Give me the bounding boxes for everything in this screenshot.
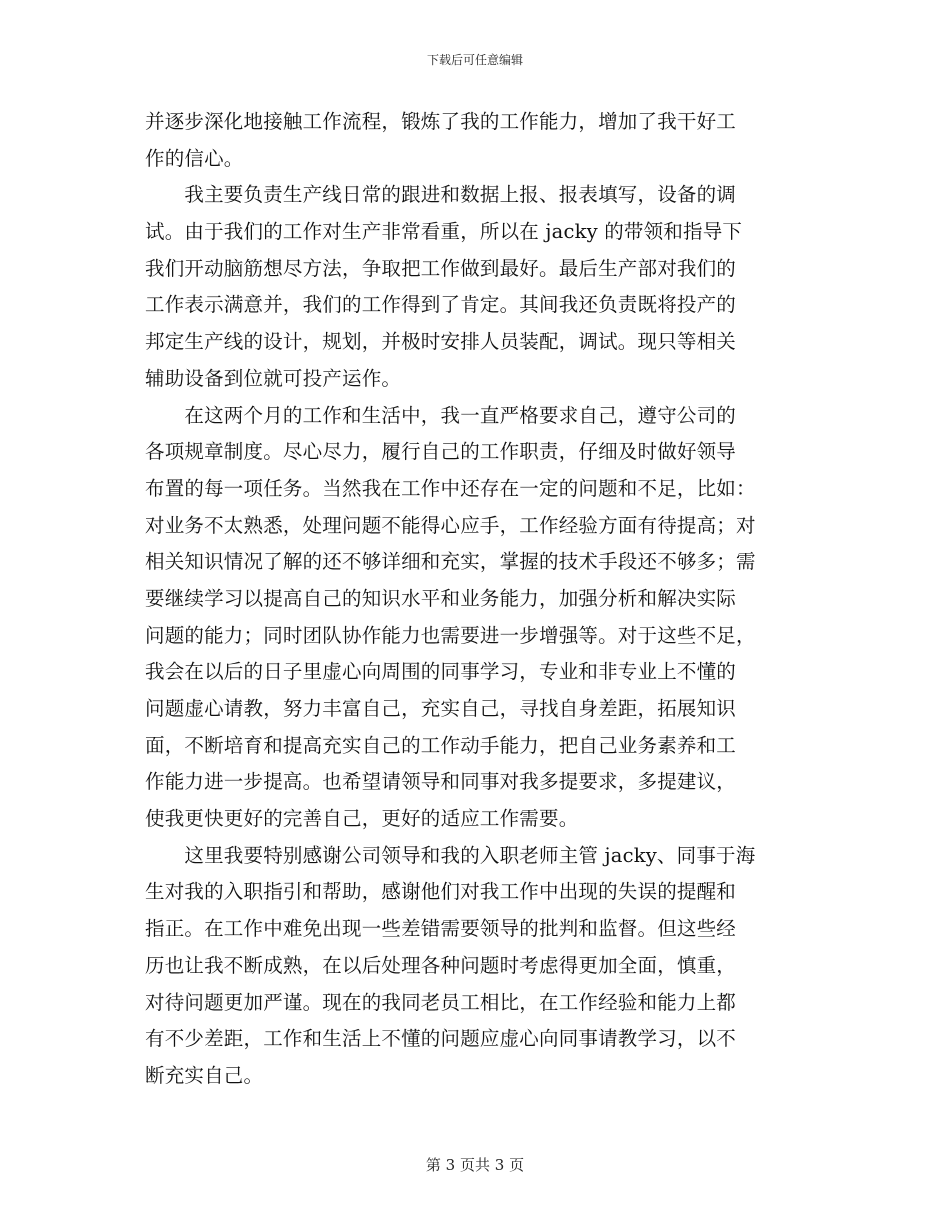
text-line: 我主要负责生产线日常的跟进和数据上报、报表填写，设备的调	[145, 183, 737, 207]
text-line: 邦定生产线的设计，规划，并极时安排人员装配，调试。现只等相关	[145, 330, 737, 354]
text-line: 对待问题更加严谨。现在的我同老员工相比，在工作经验和能力上都	[145, 990, 737, 1014]
text-line: 面，不断培育和提高充实自己的工作动手能力，把自己业务素养和工	[145, 733, 737, 757]
text-line: 历也让我不断成熟，在以后处理各种问题时考虑得更加全面，慎重，	[145, 953, 737, 977]
text-line: 相关知识情况了解的还不够详细和充实，掌握的技术手段还不够多；需	[145, 550, 756, 574]
text-line: 要继续学习以提高自己的知识水平和业务能力，加强分析和解决实际	[145, 586, 737, 610]
text-line: 有不少差距，工作和生活上不懂的问题应虚心向同事请教学习，以不	[145, 1027, 737, 1051]
page-number-footer: 第 3 页共 3 页	[425, 1156, 525, 1174]
text-line: 对业务不太熟悉，处理问题不能得心应手，工作经验方面有待提高；对	[145, 513, 756, 537]
text-line: 生对我的入职指引和帮助，感谢他们对我工作中出现的失误的提醒和	[145, 880, 737, 904]
text-line: 我们开动脑筋想尽方法，争取把工作做到最好。最后生产部对我们的	[145, 256, 737, 280]
text-line: 使我更快更好的完善自己，更好的适应工作需要。	[145, 807, 579, 831]
page-header: 下载后可任意编辑	[426, 53, 523, 67]
text-line: 布置的每一项任务。当然我在工作中还存在一定的问题和不足，比如：	[145, 476, 756, 500]
text-line: 各项规章制度。尽心尽力，履行自己的工作职责，仔细及时做好领导	[145, 440, 737, 464]
text-line: 这里我要特别感谢公司领导和我的入职老师主管 jacky、同事于海	[145, 843, 756, 867]
text-line: 辅助设备到位就可投产运作。	[145, 366, 402, 390]
text-line: 断充实自己。	[145, 1063, 264, 1087]
text-line: 作的信心。	[145, 146, 244, 170]
text-line: 作能力进一步提高。也希望请领导和同事对我多提要求，多提建议，	[145, 770, 737, 794]
text-line: 在这两个月的工作和生活中，我一直严格要求自己，遵守公司的	[145, 403, 737, 427]
text-line: 问题的能力；同时团队协作能力也需要进一步增强等。对于这些不足，	[145, 623, 756, 647]
text-line: 并逐步深化地接触工作流程，锻炼了我的工作能力，增加了我干好工	[145, 110, 737, 133]
document-body	[145, 104, 825, 1095]
text-line: 问题虚心请教，努力丰富自己，充实自己，寻找自身差距，拓展知识	[145, 697, 737, 720]
text-line: 我会在以后的日子里虚心向周围的同事学习，专业和非专业上不懂的	[145, 660, 737, 684]
text-line: 工作表示满意并，我们的工作得到了肯定。其间我还负责既将投产的	[145, 293, 737, 317]
text-line: 指正。在工作中难免出现一些差错需要领导的批判和监督。但这些经	[145, 917, 737, 941]
text-line: 试。由于我们的工作对生产非常看重，所以在 jacky 的带领和指导下	[145, 220, 743, 244]
